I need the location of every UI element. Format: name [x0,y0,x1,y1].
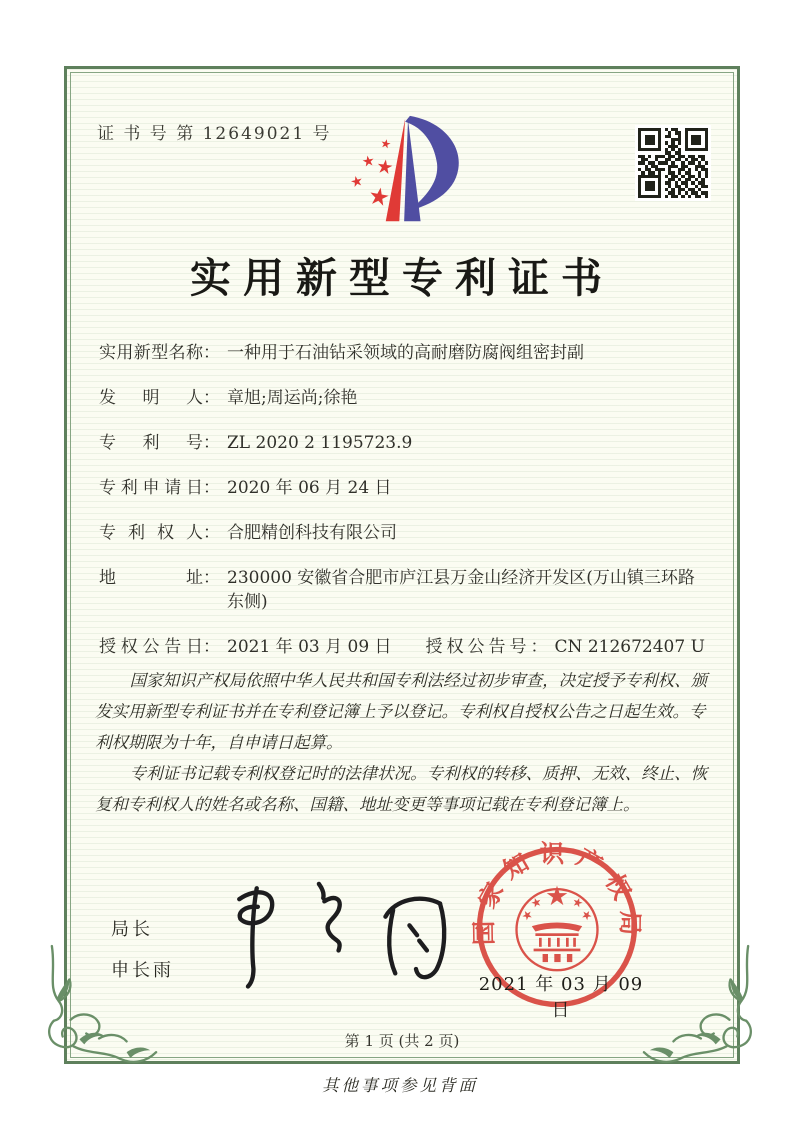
field-value: 章旭;周运尚;徐艳 [227,388,358,408]
field-value: 230000 安徽省合肥市庐江县万金山经济开发区(万山镇三环路东侧) [227,568,695,612]
field-row-patentee: 专利权人 ： 合肥精创科技有限公司 [99,523,397,543]
field-value: ZL 2020 2 1195723.9 [227,433,413,453]
corner-flourish-icon [44,942,162,1070]
seal-ring-text: 国家知识产权局 [468,839,646,946]
qr-code [635,125,711,201]
field-label: 授权公告日 [99,637,203,657]
field-label: 地址 [99,568,203,588]
corner-flourish-icon [638,942,756,1070]
field-value: 2020 年 06 月 24 日 [227,478,392,498]
field-label: 发明人 [99,388,203,408]
field-label: 专利号 [99,433,203,453]
signer-name: 申长雨 [111,960,174,981]
signer-title: 局长 [111,919,153,940]
back-side-note: 其他事项参见背面 [322,1076,478,1095]
field-row-grant: 授权公告日 ： 2021 年 03 月 09 日 授权公告号 ： CN 212672407 U [99,637,705,657]
cnipa-patent-logo-icon [333,113,483,229]
field-label: 专利申请日 [99,478,203,498]
legal-paragraph: 专利证书记载专利权登记时的法律状况。专利权的转移、质押、无效、终止、恢复和专利权人的姓名或名称、国籍、地址变更等事项记载在专利登记簿上。 [95,764,708,815]
field-label: 专利权人 [99,523,203,543]
field-value: 一种用于石油钻采领域的高耐磨防腐阀组密封副 [227,343,584,363]
field-value: 2021 年 03 月 09 日 [227,637,392,657]
page-number: 第 1 页 (共 2 页) [344,1032,460,1050]
field-label: 实用新型名称 [99,343,203,363]
legal-text [95,665,713,820]
certificate-title: 实用新型专利证书 [190,254,614,302]
field-label: 授权公告号 [425,637,531,657]
field-row-address: 地址 ： 230000 安徽省合肥市庐江县万金山经济开发区(万山镇三环路东侧) [99,566,713,614]
seal-date: 2021 年 03 月 09 日 [478,974,644,1021]
legal-paragraph: 国家知识产权局依照中华人民共和国专利法经过初步审查，决定授予专利权、颁发实用新型专利证书并在专利登记簿上予以登记。专利权自授权公告之日起生效。专利权期限为十年，自申请日起算。 [95,671,708,753]
certificate-fields [99,341,713,659]
field-row-inventors: 发明人 ： 章旭;周运尚;徐艳 [99,388,358,408]
certificate-border-frame [64,66,740,1064]
field-row-name: 实用新型名称 ： 一种用于石油钻采领域的高耐磨防腐阀组密封副 [99,343,584,363]
certificate-number: 证 书 号 第 12649021 号 [97,124,332,144]
field-row-filing-date: 专利申请日 ： 2020 年 06 月 24 日 [99,478,392,498]
field-value: CN 212672407 U [554,637,705,657]
field-value: 合肥精创科技有限公司 [227,523,397,543]
field-row-patent-number: 专利号 ： ZL 2020 2 1195723.9 [99,433,413,453]
director-signature-icon [219,873,469,993]
